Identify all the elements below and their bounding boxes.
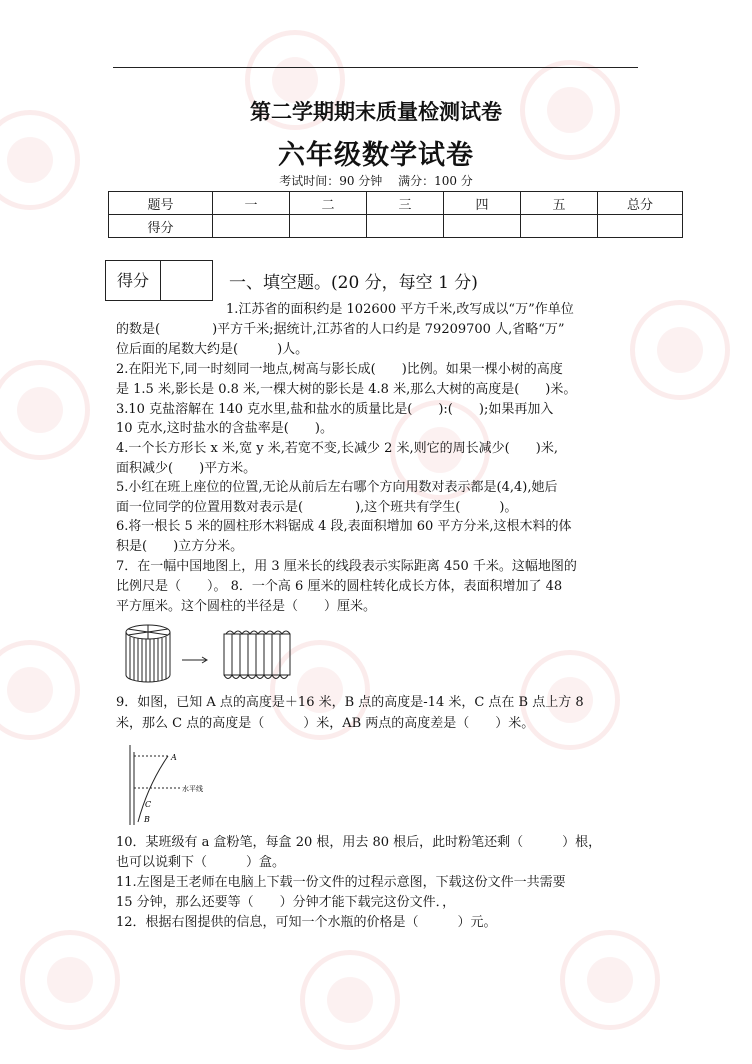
question-line: 9．如图，已知 A 点的高度是＋16 米，B 点的高度是-14 米，C 点在 B 点上方 8 (116, 695, 584, 710)
table-cell: 题号 (109, 192, 213, 215)
score-entry-cell[interactable] (367, 215, 444, 238)
question-line: 1.江苏省的面积约是 102600 平方千米,改写成以“万”作单位 (226, 302, 574, 317)
exam-title: 第二学期期末质量检测试卷 (250, 100, 502, 124)
score-entry-cell[interactable] (598, 215, 683, 238)
question-line: 积是( )立方分米。 (116, 539, 244, 554)
question-line: 也可以说剩下（ ）盒。 (116, 855, 286, 870)
score-table-score-row (109, 215, 683, 238)
question-line: 的数是( )平方千米;据统计,江苏省的人口约是 79209700 人,省略“万” (116, 322, 565, 337)
point-a-label: A (171, 753, 177, 762)
watermark-logo (300, 950, 400, 1050)
question-line: 面一位同学的位置用数对表示是( ),这个班共有学生( )。 (116, 500, 518, 515)
question-line: 11.左图是王老师在电脑上下载一份文件的过程示意图，下载这份文件一共需要 (116, 875, 566, 890)
table-cell: 得分 (109, 215, 213, 238)
section-score-box (105, 260, 213, 301)
question-line: 3.10 克盐溶解在 140 克水里,盐和盐水的质量比是( ):( );如果再加入 (116, 402, 554, 417)
table-cell: 三 (367, 192, 444, 215)
score-entry-cell[interactable] (444, 215, 521, 238)
score-entry-cell[interactable] (521, 215, 598, 238)
question-line: 6.将一根长 5 米的圆柱形木料锯成 4 段,表面积增加 60 平方分米,这根木料的体 (116, 519, 572, 534)
point-b-label: B (144, 815, 150, 824)
height-diagram (118, 740, 218, 830)
table-cell: 一 (213, 192, 290, 215)
question-line: 10．某班级有 a 盒粉笔，每盒 20 根，用去 80 根后，此时粉笔还剩（ ）根， (116, 835, 602, 850)
watermark-logo (560, 930, 660, 1030)
question-line: 15 分钟，那么还要等（ ）分钟才能下载完这份文件．， (116, 895, 456, 910)
score-entry-cell[interactable] (290, 215, 367, 238)
point-c-label: C (145, 800, 152, 809)
question-line: 5.小红在班上座位的位置,无论从前后左右哪个方向用数对表示都是(4,4),她后 (116, 480, 558, 495)
question-line: 平方厘米。这个圆柱的半径是（ ）厘米。 (116, 599, 377, 614)
question-line: 2.在阳光下,同一时刻同一地点,树高与影长成( )比例。如果一棵小树的高度 (116, 362, 563, 377)
score-entry-cell[interactable] (213, 215, 290, 238)
horizon-label: 水平线 (182, 785, 203, 793)
watermark-logo (0, 360, 90, 460)
score-table (108, 191, 683, 238)
question-line: 位后面的尾数大约是( )人。 (116, 342, 309, 357)
table-cell: 二 (290, 192, 367, 215)
table-cell: 总分 (598, 192, 683, 215)
watermark-logo (20, 930, 120, 1030)
section-heading: 一、填空题。(20 分，每空 1 分) (229, 273, 478, 293)
question-line: 10 克水,这时盐水的含盐率是( )。 (116, 421, 333, 436)
question-line: 是 1.5 米,影长是 0.8 米,一棵大树的影长是 4.8 米,那么大树的高度是( )米。 (116, 382, 577, 397)
question-line: 4.一个长方形长 x 米,宽 y 米,若宽不变,长减少 2 米,则它的周长减少( )米, (116, 441, 558, 456)
question-line: 米，那么 C 点的高度是（ ）米，AB 两点的高度差是（ ）米。 (116, 716, 535, 731)
exam-subtitle: 六年级数学试卷 (278, 140, 474, 171)
section-score-label: 得分 (106, 261, 161, 300)
watermark-logo (630, 300, 730, 400)
exam-info: 考试时间：90 分钟 满分：100 分 (279, 174, 473, 188)
header-rule (113, 67, 638, 68)
table-cell: 四 (444, 192, 521, 215)
question-line: 面积减少( )平方米。 (116, 461, 257, 476)
score-table-header-row (109, 192, 683, 215)
question-line: 比例尺是（ ）。 8．一个高 6 厘米的圆柱转化成长方体，表面积增加了 48 (116, 579, 563, 594)
watermark-logo (0, 640, 80, 740)
table-cell: 五 (521, 192, 598, 215)
question-line: 7．在一幅中国地图上，用 3 厘米长的线段表示实际距离 450 千米。这幅地图的 (116, 559, 577, 574)
cylinder-to-cuboid-figure (120, 620, 305, 690)
question-line: 12．根据右图提供的信息，可知一个水瓶的价格是（ ）元。 (116, 915, 497, 930)
